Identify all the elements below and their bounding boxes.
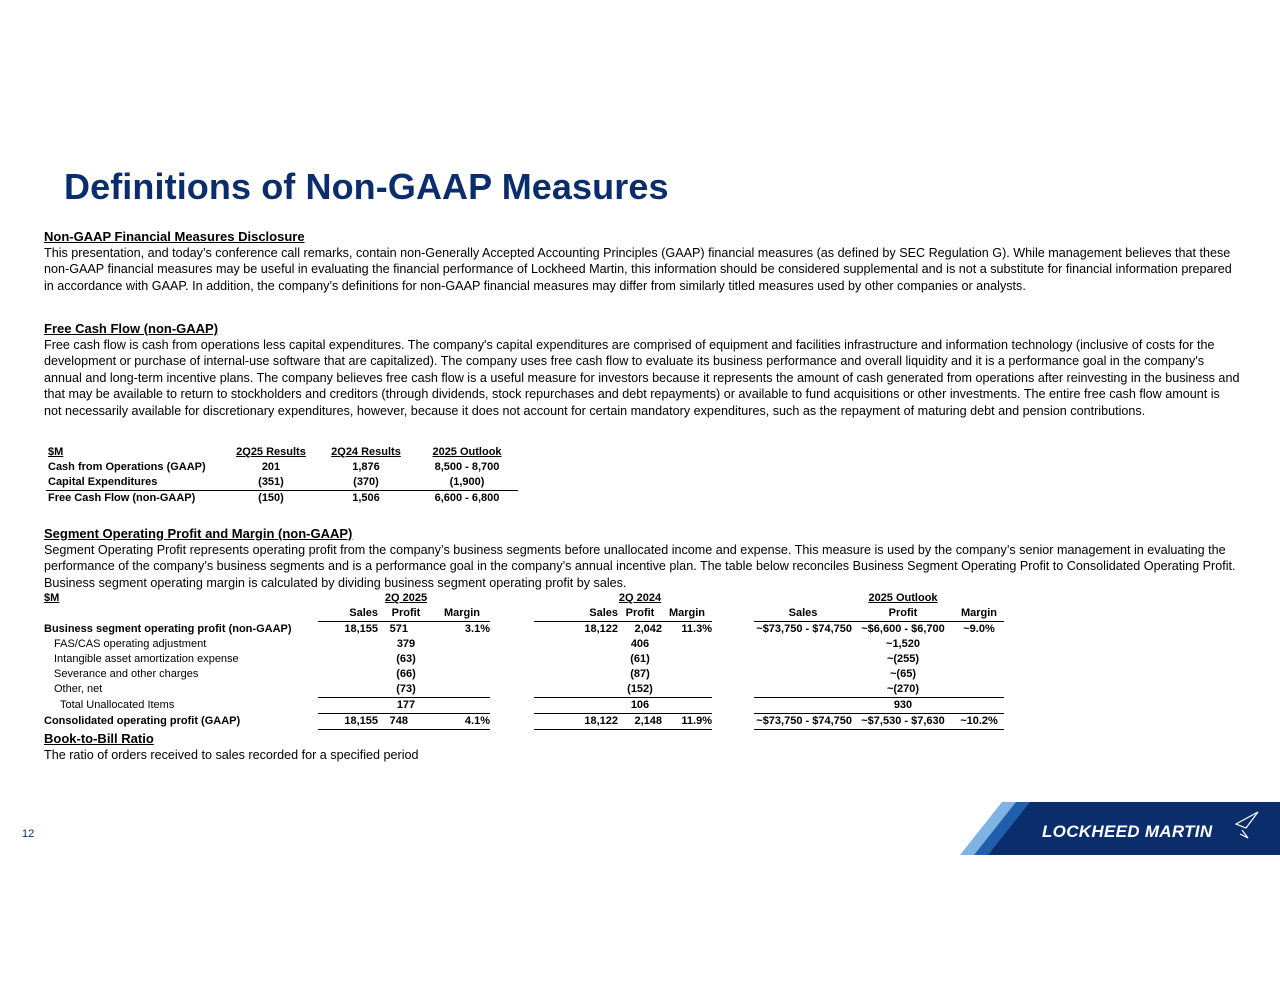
fcf-header-2q24: 2Q24 Results: [331, 446, 401, 458]
table-row: [44, 667, 1004, 682]
logo-text: LOCKHEED MARTIN: [1042, 822, 1213, 841]
page-number: 12: [22, 828, 35, 840]
cell: (66): [396, 668, 416, 680]
cell: 748: [378, 714, 434, 730]
fcf-cell: (370): [316, 475, 416, 491]
cell: 18,155: [318, 714, 378, 730]
fcf-row-label: Free Cash Flow (non-GAAP): [48, 492, 196, 504]
fcf-cell: 1,876: [352, 461, 380, 473]
cell: 930: [852, 698, 954, 714]
subheader-margin: Margin: [443, 607, 481, 619]
cell: ~(255): [886, 653, 920, 665]
cell: (87): [630, 668, 650, 680]
fcf-header-unit: $M: [48, 446, 64, 458]
row-label: Business segment operating profit (non-GAAP): [44, 622, 292, 635]
fcf-row-label: Capital Expenditures: [46, 475, 226, 491]
table-row: [44, 714, 1004, 730]
fcf-header-outlook: 2025 Outlook: [432, 446, 502, 458]
cell: ~$73,750 - $74,750: [754, 714, 852, 730]
table-row: [46, 491, 518, 507]
subheader-profit: Profit: [888, 607, 918, 619]
row-label: Consolidated operating profit (GAAP): [44, 715, 241, 727]
cell: ~(270): [852, 682, 954, 698]
row-label: Intangible asset amortization expense: [54, 653, 239, 665]
page-title: Definitions of Non-GAAP Measures: [64, 166, 669, 207]
fcf-cell: 8,500 - 8,700: [434, 461, 500, 473]
cell: 406: [630, 638, 650, 650]
table-row: [46, 460, 518, 475]
fcf-cell: (150): [258, 492, 284, 504]
fcf-section: [44, 321, 1240, 419]
subheader-profit: Profit: [391, 607, 421, 619]
segment-unit: $M: [44, 592, 60, 604]
segment-group-2q2024: 2Q 2024: [618, 592, 662, 604]
segment-body: Segment Operating Profit represents operating profit from the company’s business segments before unallocated income and expense. This measure is used by the company’s senior management in evaluating the performance of the company’s business segments and is a performance goal in the company’s annual incentive plan. The table below reconciles Business Segment Operating Profit to Consolidated Operating Profit. Business segment operating margin is calculated by dividing business segment operating profit by sales.: [44, 543, 1236, 590]
cell: ~10.2%: [954, 714, 1004, 730]
cell: 18,155: [318, 622, 378, 638]
cell: 4.1%: [434, 714, 490, 730]
table-row: [44, 652, 1004, 667]
row-label: Other, net: [54, 683, 103, 696]
subheader-margin: Margin: [668, 607, 706, 619]
table-row: [44, 622, 1004, 638]
cell: ~9.0%: [954, 622, 1004, 638]
fcf-body: Free cash flow is cash from operations less capital expenditures. The company's capital expenditures are comprised of equipment and facilities infrastructure and information technology (inclusive of costs for the development or purchase of internal-use software that are capitalized). The company uses free cash flow to evaluate its business performance and overall liquidity and it is a performance goal in the company's annual and long-term incentive plans. The company believes free cash flow is a useful measure for investors because it represents the amount of cash generated from operations after reinvesting in the business and that may be available to return to stockholders and creditors (through dividends, stock repurchases and debt repayments) or available to fund acquisitions or other investments. The entire free cash flow amount is not necessarily available for discretionary expenditures, however, because it does not account for certain mandatory expenditures, such as the repayment of maturing debt and pension contributions.: [44, 338, 1240, 418]
segment-group-outlook: 2025 Outlook: [868, 592, 938, 604]
cell: 11.9%: [662, 714, 712, 730]
table-row: [44, 637, 1004, 652]
cell: ~$73,750 - $74,750: [754, 622, 852, 638]
cell: ~1,520: [886, 638, 920, 650]
disclosure-heading: Non-GAAP Financial Measures Disclosure: [44, 229, 305, 244]
subheader-sales: Sales: [788, 607, 818, 619]
cell: 3.1%: [434, 622, 490, 638]
cell: ~$6,600 - $6,700: [852, 622, 954, 638]
table-row: [44, 682, 1004, 698]
segment-group-2q2025: 2Q 2025: [384, 592, 428, 604]
subheader-sales: Sales: [589, 607, 618, 619]
cell: 571: [378, 622, 434, 638]
fcf-cell: (1,900): [416, 475, 518, 491]
cell: (63): [396, 653, 416, 665]
cell: 379: [396, 638, 416, 650]
table-row: [46, 475, 518, 491]
cell: (152): [618, 682, 662, 698]
btb-section: [44, 731, 1240, 763]
cell: 177: [378, 698, 434, 714]
segment-section: [44, 526, 1240, 591]
fcf-cell: 201: [261, 461, 281, 473]
segment-table: [44, 591, 1004, 730]
fcf-cell: (351): [226, 475, 316, 491]
subheader-sales: Sales: [349, 607, 378, 619]
cell: (61): [630, 653, 650, 665]
btb-heading: Book-to-Bill Ratio: [44, 731, 154, 746]
table-row: [44, 698, 1004, 714]
fcf-heading: Free Cash Flow (non-GAAP): [44, 321, 219, 336]
fcf-table: [46, 445, 518, 506]
row-label: Total Unallocated Items: [60, 699, 175, 711]
fcf-row-label: Cash from Operations (GAAP): [48, 461, 206, 473]
subheader-profit: Profit: [625, 607, 655, 619]
cell: (73): [378, 682, 434, 698]
subheader-margin: Margin: [960, 607, 998, 619]
cell: 2,148: [618, 714, 662, 730]
cell: 11.3%: [662, 622, 712, 638]
btb-body: The ratio of orders received to sales recorded for a specified period: [44, 748, 419, 762]
disclosure-body: This presentation, and today’s conference call remarks, contain non-Generally Accepted Accounting Principles (GAAP) financial measures (as defined by SEC Regulation G). While management believes that these non-GAAP financial measures may be useful in evaluating the financial performance of Lockheed Martin, this information should be considered supplemental and is not a substitute for financial information prepared in accordance with GAAP. In addition, the company’s definitions for non-GAAP financial measures may differ from similarly titled measures used by other companies or analysts.: [44, 246, 1232, 293]
segment-heading: Segment Operating Profit and Margin (non-GAAP): [44, 526, 353, 541]
cell: 2,042: [618, 622, 662, 638]
row-label: FAS/CAS operating adjustment: [54, 638, 207, 650]
cell: 18,122: [534, 714, 618, 730]
fcf-table-header: [46, 445, 518, 460]
row-label: Severance and other charges: [54, 668, 199, 680]
cell: 106: [618, 698, 662, 714]
segment-subheader: [44, 606, 1004, 622]
cell: 18,122: [534, 622, 618, 638]
segment-group-header: [44, 591, 1004, 606]
cell: ~(65): [890, 668, 916, 680]
fcf-header-2q25: 2Q25 Results: [236, 446, 306, 458]
disclosure-section: [44, 229, 1240, 294]
fcf-cell: 6,600 - 6,800: [434, 492, 500, 504]
cell: ~$7,530 - $7,630: [852, 714, 954, 730]
fcf-cell: 1,506: [352, 492, 380, 504]
